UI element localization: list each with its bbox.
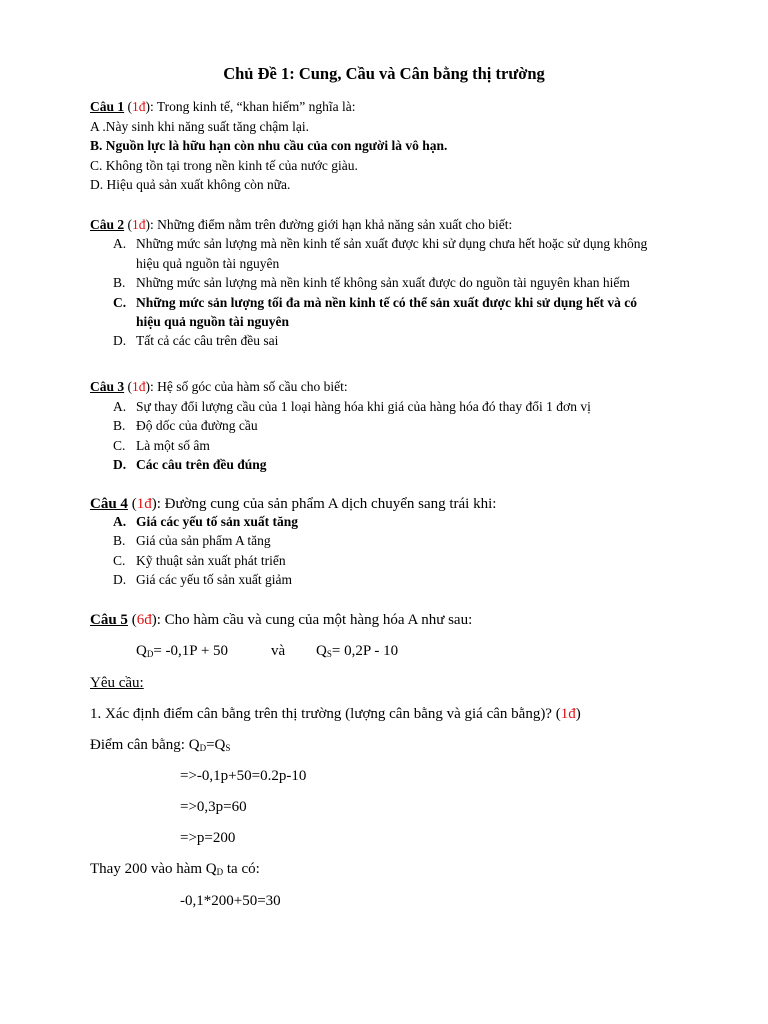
task-points: 1đ bbox=[560, 706, 576, 722]
question-5-header: Câu 5 (6đ): Cho hàm cầu và cung của một hàng hóa A như sau: bbox=[90, 612, 473, 628]
option-text: Những mức sản lượng mà nền kinh tế không sản xuất được do nguồn tài nguyên khan hiếm bbox=[136, 275, 630, 290]
option-text: Những mức sản lượng mà nền kinh tế sản xuất được khi sử dụng chưa hết hoặc sử dụng không bbox=[136, 236, 648, 251]
requirement-heading: Yêu cầu: bbox=[90, 675, 144, 691]
option-text: Giá các yếu tố sản xuất tăng bbox=[136, 514, 298, 529]
option-text: D. Hiệu quả sản xuất không còn nữa. bbox=[90, 177, 291, 192]
option-letter: D. bbox=[113, 457, 127, 472]
option-letter: B. bbox=[113, 533, 126, 548]
solution-step: =>-0,1p+50=0.2p-10 bbox=[180, 768, 307, 784]
question-3-header: Câu 3 (1đ): Hệ số góc của hàm số cầu cho biết: bbox=[90, 379, 348, 394]
option-letter: D. bbox=[113, 333, 127, 348]
option-text: Giá các yếu tố sản xuất giảm bbox=[136, 572, 292, 587]
option-text-continued: hiệu quả nguồn tài nguyên bbox=[136, 314, 290, 329]
option-letter: D. bbox=[113, 572, 127, 587]
task-1: 1. Xác định điểm cân bằng trên thị trường (lượng cân bằng và giá cân bằng)? (1đ) bbox=[90, 706, 581, 722]
option-text-correct: B. Nguồn lực là hữu hạn còn nhu cầu của con người là vô hạn. bbox=[90, 138, 448, 153]
document-title: Chủ Đề 1: Cung, Cầu và Cân bằng thị trường bbox=[223, 64, 545, 83]
option-text: Kỹ thuật sản xuất phát triển bbox=[136, 553, 286, 568]
question-points: 1đ bbox=[132, 217, 146, 232]
option-letter: C. bbox=[113, 438, 126, 453]
option-text: C. Không tồn tại trong nền kinh tế của nước giàu. bbox=[90, 158, 358, 173]
option-text: Những mức sản lượng tối đa mà nền kinh tế có thể sản xuất được khi sử dụng hết và có bbox=[136, 295, 638, 310]
option-text: A .Này sinh khi năng suất tăng chậm lại. bbox=[90, 119, 309, 134]
question-4-header: Câu 4 (1đ): Đường cung của sản phẩm A dịch chuyển sang trái khi: bbox=[90, 496, 497, 512]
option-text-continued: hiệu quả nguồn tài nguyên bbox=[136, 256, 280, 271]
question-prompt: : Cho hàm cầu và cung của một hàng hóa A như sau: bbox=[156, 612, 473, 628]
solution-step: =>0,3p=60 bbox=[180, 799, 247, 815]
question-2-header: Câu 2 (1đ): Những điểm nằm trên đường giới hạn khả năng sản xuất cho biết: bbox=[90, 217, 513, 232]
question-prompt: : Những điểm nằm trên đường giới hạn khả năng sản xuất cho biết: bbox=[150, 217, 513, 232]
question-label: Câu 3 bbox=[90, 379, 125, 394]
option-letter: A. bbox=[113, 514, 127, 529]
option-text: Giá của sản phẩm A tăng bbox=[136, 533, 271, 548]
question-1-header: Câu 1 (1đ): Trong kinh tế, “khan hiếm” nghĩa là: bbox=[90, 99, 356, 114]
solution-result: -0,1*200+50=30 bbox=[180, 893, 281, 909]
question-points: 6đ bbox=[136, 612, 152, 628]
solution-step: =>p=200 bbox=[180, 830, 236, 846]
option-letter: B. bbox=[113, 275, 126, 290]
option-text: Là một số âm bbox=[136, 438, 210, 453]
option-text: Tất cả các câu trên đều sai bbox=[136, 333, 279, 348]
question-points: 1đ bbox=[136, 496, 152, 512]
option-text: Các câu trên đều đúng bbox=[136, 457, 267, 472]
demand-function: $Q_D= -0,1P + 50$ bbox=[136, 643, 229, 659]
question-points: 1đ bbox=[132, 99, 146, 114]
option-letter: B. bbox=[113, 418, 126, 433]
supply-function: $Q_S= 0,2P - 10$ bbox=[316, 643, 399, 659]
question-label: Câu 4 bbox=[90, 496, 128, 512]
substitution-text: Thay 200 vào hàm $Q_D$ ta có: bbox=[90, 861, 260, 877]
option-letter: C. bbox=[113, 553, 126, 568]
question-prompt: : Trong kinh tế, “khan hiếm” nghĩa là: bbox=[150, 99, 356, 114]
option-letter: A. bbox=[113, 236, 127, 251]
equilibrium-condition: Điểm cân bằng: $Q_D=Q_S$ bbox=[90, 737, 231, 753]
question-prompt: : Đường cung của sản phẩm A dịch chuyển sang trái khi: bbox=[156, 496, 497, 512]
question-prompt: : Hệ số góc của hàm số cầu cho biết: bbox=[150, 379, 348, 394]
option-letter: C. bbox=[113, 295, 127, 310]
option-text: Sự thay đổi lượng cầu của 1 loại hàng hóa khi giá của hàng hóa đó thay đổi 1 đơn vị bbox=[136, 399, 591, 414]
question-label: Câu 5 bbox=[90, 612, 128, 628]
and-word: và bbox=[271, 643, 286, 659]
question-label: Câu 2 bbox=[90, 217, 125, 232]
option-text: Độ dốc của đường cầu bbox=[136, 418, 258, 433]
question-label: Câu 1 bbox=[90, 99, 125, 114]
option-letter: A. bbox=[113, 399, 127, 414]
question-points: 1đ bbox=[132, 379, 146, 394]
